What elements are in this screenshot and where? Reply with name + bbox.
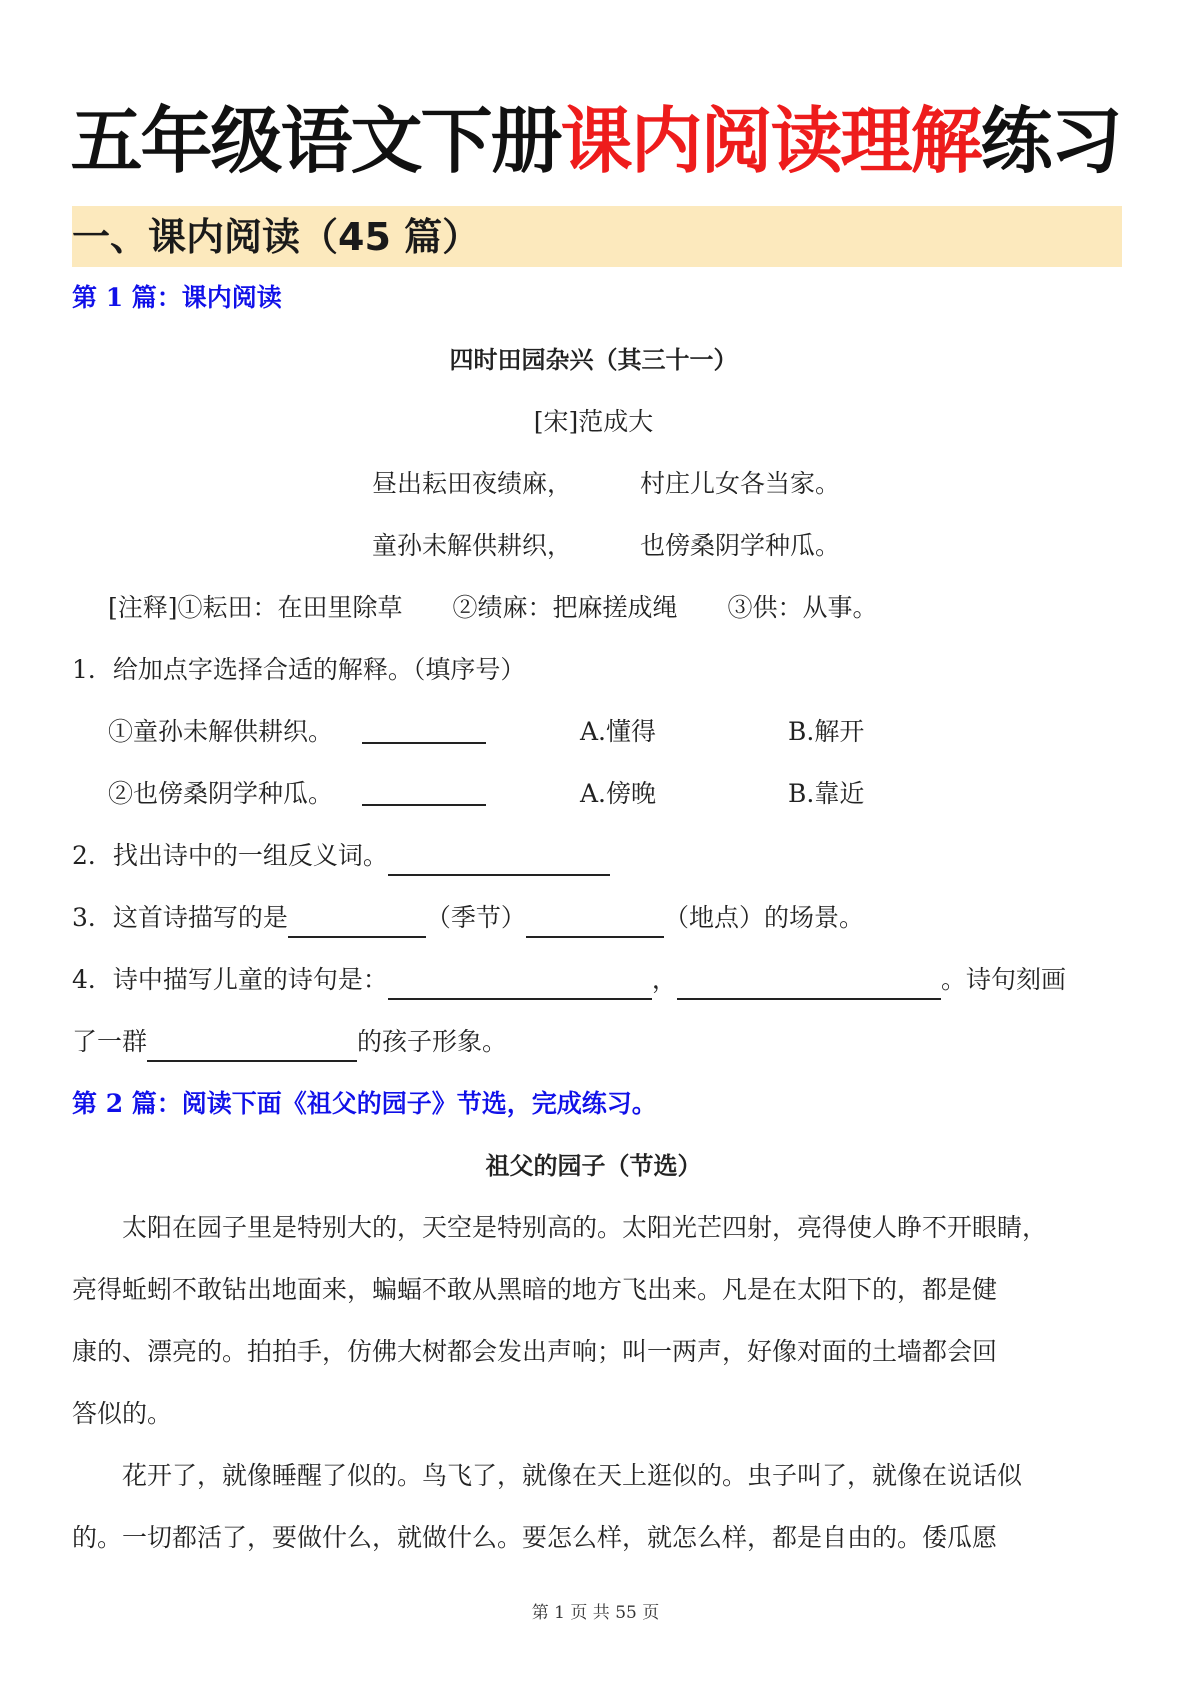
page-footer: 第 1 页 共 55 页: [531, 1603, 660, 1623]
poem-line-2b: 也傍桑阴学种瓜。: [640, 531, 841, 560]
option-a: A.傍晚: [580, 779, 657, 808]
answer-blank[interactable]: [388, 968, 652, 1000]
question-4-line2: [72, 1022, 1115, 1062]
poem-author: [宋]范成大: [533, 407, 654, 436]
title-highlight: 课内阅读理解: [560, 99, 981, 183]
poem-line-2a: 童孙未解供耕织，: [372, 531, 573, 560]
answer-blank[interactable]: [147, 1030, 357, 1062]
title-part1: 五年级语文下册: [70, 99, 561, 183]
section-heading: 一、课内阅读（45 篇）: [72, 215, 481, 259]
option-b: B.靠近: [788, 779, 865, 808]
passage2-line: 答似的。: [72, 1399, 173, 1428]
answer-blank[interactable]: [362, 712, 486, 744]
question-2: [72, 836, 1115, 876]
passage2-line: 的。一切都活了，要做什么，就做什么。要怎么样，就怎么样，都是自由的。倭瓜愿: [72, 1523, 998, 1552]
poem-note: [注释]①耘田：在田里除草 ②绩麻：把麻搓成绳 ③供：从事。: [108, 593, 878, 622]
question-1: 1．给加点字选择合适的解释。（填序号）: [72, 655, 526, 684]
answer-blank[interactable]: [362, 774, 486, 806]
passage2-line: 康的、漂亮的。拍拍手，仿佛大树都会发出声响；叫一两声，好像对面的土墙都会回: [72, 1337, 998, 1366]
answer-blank[interactable]: [677, 968, 941, 1000]
answer-blank[interactable]: [288, 906, 426, 938]
option-b: B.解开: [788, 717, 865, 746]
question-2-text: 2．找出诗中的一组反义词。: [72, 841, 388, 870]
question-3-season: （季节）: [425, 903, 526, 932]
question-4-end: 。诗句刻画: [940, 965, 1066, 994]
q1-item-text: ②也傍桑阴学种瓜。: [108, 779, 334, 808]
passage2-label: 第 2 篇：阅读下面《祖父的园子》节选，完成练习。: [72, 1089, 657, 1118]
poem-title: 四时田园杂兴（其三十一）: [449, 345, 738, 374]
section-heading-band: [72, 206, 1122, 267]
answer-blank[interactable]: [526, 906, 664, 938]
question-3-place: （地点）的场景。: [663, 903, 864, 932]
poem-line-1b: 村庄儿女各当家。: [640, 469, 841, 498]
question-4-line2-end: 的孩子形象。: [357, 1027, 508, 1056]
passage2-title: 祖父的园子（节选）: [485, 1151, 702, 1180]
passage1-label: 第 1 篇：课内阅读: [72, 283, 282, 312]
question-4-line2-start: 了一群: [72, 1027, 148, 1056]
passage2-line: 花开了，就像睡醒了似的。鸟飞了，就像在天上逛似的。虫子叫了，就像在说话似: [72, 1461, 1023, 1490]
document-title: [0, 98, 1191, 184]
title-part3: 练习: [980, 99, 1121, 183]
question-3: [72, 898, 1115, 938]
question-4: [72, 960, 1115, 1000]
q1-item-text: ①童孙未解供耕织。: [108, 717, 334, 746]
passage2-line: 亮得蚯蚓不敢钻出地面来，蝙蝠不敢从黑暗的地方飞出来。凡是在太阳下的，都是健: [72, 1275, 998, 1304]
question-3-text: 3．这首诗描写的是: [72, 903, 288, 932]
poem-line-1a: 昼出耘田夜绩麻，: [372, 469, 573, 498]
comma: ，: [651, 965, 677, 994]
question-4-text: 4．诗中描写儿童的诗句是：: [72, 965, 388, 994]
answer-blank[interactable]: [388, 844, 610, 876]
option-a: A.懂得: [580, 717, 657, 746]
passage2-line: 太阳在园子里是特别大的，天空是特别高的。太阳光芒四射，亮得使人睁不开眼睛，: [72, 1213, 1048, 1242]
